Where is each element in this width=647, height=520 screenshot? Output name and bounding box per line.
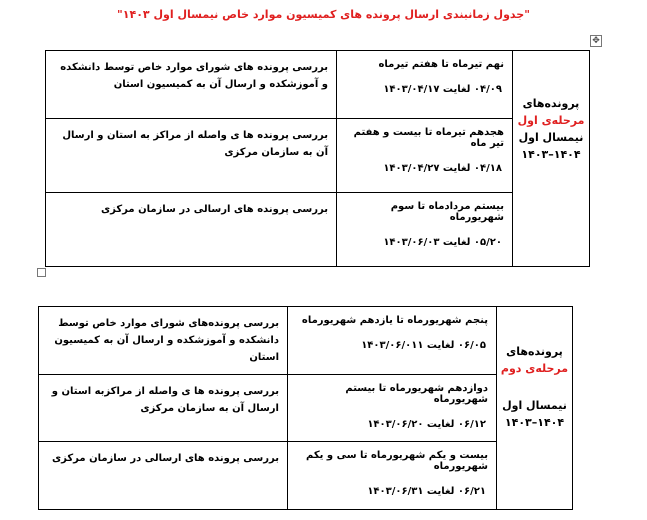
date-range-text: بیست و یکم شهریورماه تا سی و یکم شهریورماه: [306, 450, 488, 472]
date-range-dates: ۰۴/۱۸ لغایت ۱۴۰۳/۰۴/۲۷: [383, 163, 502, 174]
task-cell: بررسی پرونده های شورای موارد خاص توسط دانشکده و آموزشکده و ارسال آن به کمیسیون استان: [46, 51, 337, 119]
table-move-handle-icon[interactable]: ✥: [590, 35, 602, 47]
table-row: [46, 119, 590, 193]
date-range-text: نهم تیرماه تا هفتم تیرماه: [378, 59, 504, 70]
date-range-cell: [337, 119, 513, 193]
table-row: [39, 307, 573, 375]
date-range-dates: ۰۶/۲۱ لغایت ۱۴۰۳/۰۶/۳۱: [367, 486, 486, 497]
task-cell: بررسی پرونده های ارسالی در سازمان مرکزی: [46, 193, 337, 267]
stage-label-top: پرونده‌های: [522, 97, 580, 110]
date-range-cell: [288, 375, 497, 442]
date-range-text: هجدهم تیرماه تا بیست و هفتم تیر ماه: [353, 127, 504, 149]
date-range-dates: ۰۶/۱۲ لغایت ۱۴۰۳/۰۶/۲۰: [367, 419, 486, 430]
stage-label-semester: نیمسال اول: [502, 399, 567, 412]
task-cell: بررسی پرونده های ارسالی در سازمان مرکزی: [39, 442, 288, 510]
stage-1-label-cell: [513, 51, 590, 267]
stage-label-name: مرحله‌ی دوم: [500, 362, 569, 375]
stage-2-label-cell: [497, 307, 573, 510]
table-row: [39, 375, 573, 442]
task-cell: بررسی پرونده‌های شورای موارد خاص توسط دانشکده و آموزشکده و ارسال آن به کمیسیون استان: [39, 307, 288, 375]
stage-label-year: ۱۴۰۴–۱۴۰۳: [504, 416, 565, 429]
table-row: [46, 193, 590, 267]
date-range-dates: ۰۶/۰۵ لغایت ۱۴۰۳/۰۶/۰۱۱: [361, 340, 486, 351]
table-row: [39, 442, 573, 510]
stage-1-schedule-table: [45, 50, 590, 267]
stage-label-year: ۱۴۰۴–۱۴۰۳: [521, 148, 581, 161]
stage-label-semester: نیمسال اول: [518, 131, 584, 144]
date-range-text: پنجم شهریورماه تا یازدهم شهریورماه: [301, 315, 488, 326]
date-range-cell: [288, 442, 497, 510]
date-range-cell: [337, 193, 513, 267]
page-title: "جدول زمانبندی ارسال پرونده های کمیسیون موارد خاص نیمسال اول ۱۴۰۳": [117, 8, 530, 21]
stage-label-top: پرونده‌های: [506, 345, 563, 358]
task-cell: بررسی پرونده ها ی واصله از مراکز به استان و ارسال آن به سازمان مرکزی: [46, 119, 337, 193]
date-range-text: بیستم مردادماه تا سوم شهریورماه: [390, 201, 504, 223]
date-range-text: دوازدهم شهریورماه تا بیستم شهریورماه: [345, 383, 488, 405]
date-range-dates: ۰۵/۲۰ لغایت ۱۴۰۳/۰۶/۰۳: [383, 237, 502, 248]
stage-label-name: مرحله‌ی اول: [517, 114, 585, 127]
table-resize-handle[interactable]: [37, 268, 46, 277]
date-range-cell: [337, 51, 513, 119]
task-cell: بررسی پرونده ها ی واصله از مراکزبه استان و ارسال آن به سازمان مرکزی: [39, 375, 288, 442]
date-range-cell: [288, 307, 497, 375]
date-range-dates: ۰۴/۰۹ لغایت ۱۴۰۳/۰۴/۱۷: [383, 84, 502, 95]
stage-2-schedule-table: [38, 306, 573, 510]
table-row: [46, 51, 590, 119]
